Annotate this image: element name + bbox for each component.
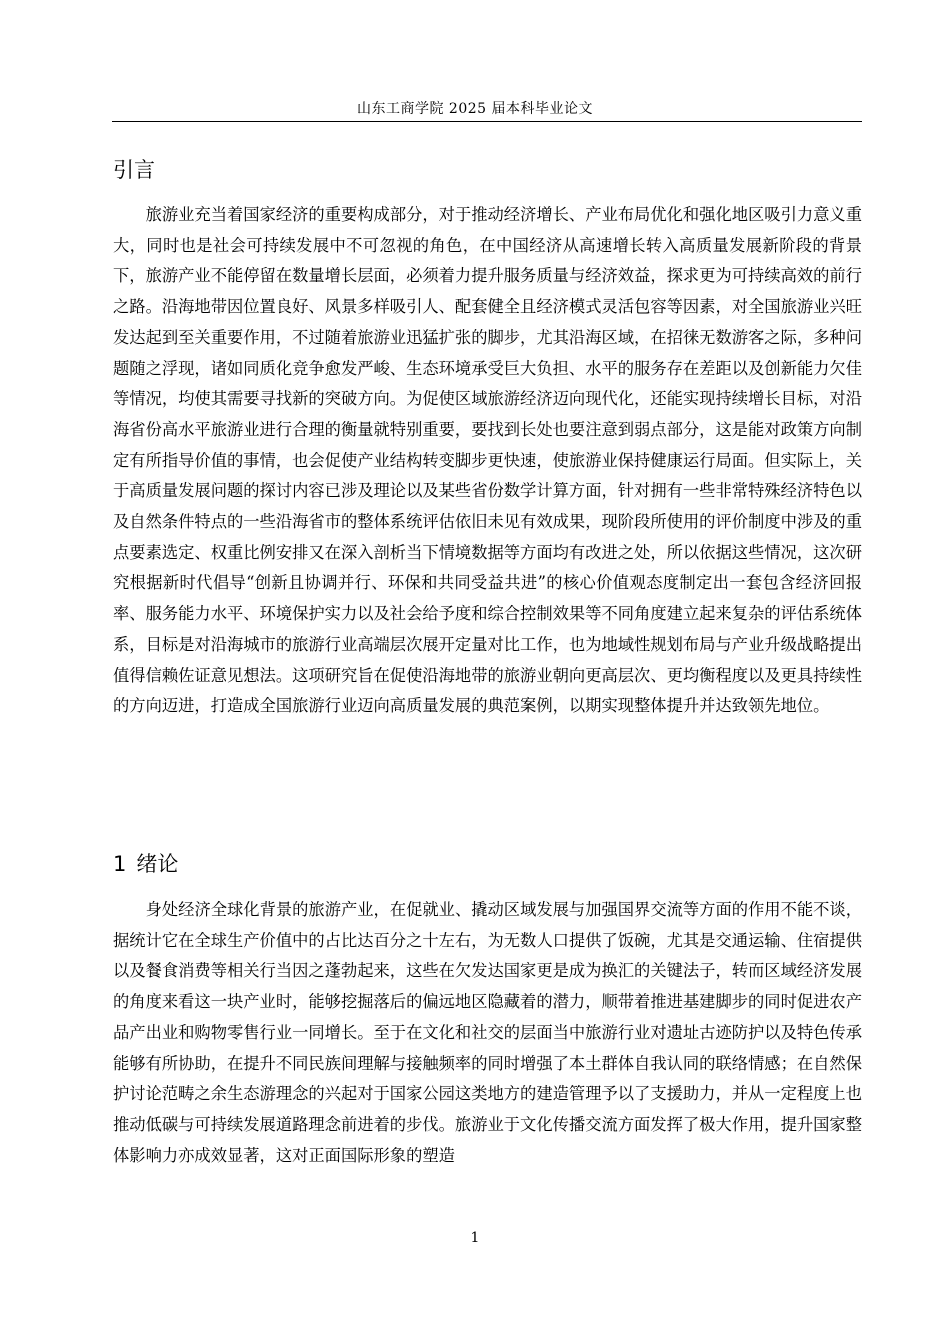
header-divider xyxy=(112,121,862,122)
chapter-paragraph: 身处经济全球化背景的旅游产业，在促就业、撬动区域发展与加强国界交流等方面的作用不能不谈，据统计它在全球生产价值中的占比达百分之十左右，为无数人口提供了饭碗，尤其是交通运输、住宿提供以及餐食消费等相关行当因之蓬勃起来，这些在欠发达国家更是成为换汇的关键法子，转而区域经济发展的角度来看这一块产业时，能够挖掘落后的偏远地区隐藏着的潜力，顺带着推进基建脚步的同时促进农产品产出业和购物零售行业一同增长。至于在文化和社交的层面当中旅游行业对遗址古迹防护以及特色传承能够有所协助，在提升不同民族间理解与接触频率的同时增强了本土群体自我认同的联络情感；在自然保护讨论范畴之余生态游理念的兴起对于国家公园这类地方的建造管理予以了支援助力，并从一定程度上也推动低碳与可持续发展道路理念前进着的步伐。旅游业于文化传播交流方面发挥了极大作用，提升国家整体影响力亦成效显著，这对正面国际形象的塑造 xyxy=(113,900,862,1165)
running-header: 山东工商学院 2025 届本科毕业论文 xyxy=(356,101,594,117)
chapter-heading xyxy=(113,850,178,878)
chapter-number: 1 xyxy=(113,852,127,876)
intro-paragraph: 旅游业充当着国家经济的重要构成部分，对于推动经济增长、产业布局优化和强化地区吸引力意义重大，同时也是社会可持续发展中不可忽视的角色，在中国经济从高速增长转入高质量发展新阶段的背景下，旅游产业不能停留在数量增长层面，必须着力提升服务质量与经济效益，探求更为可持续高效的前行之路。沿海地带因位置良好、风景多样吸引人、配套健全且经济模式灵活包容等因素，对全国旅游业兴旺发达起到至关重要作用，不过随着旅游业迅猛扩张的脚步，尤其沿海区域，在招徕无数游客之际，多种问题随之浮现，诸如同质化竞争愈发严峻、生态环境承受巨大负担、水平的服务存在差距以及创新能力欠佳等情况，均使其需要寻找新的突破方向。为促使区域旅游经济迈向现代化，还能实现持续增长目标，对沿海省份高水平旅游业进行合理的衡量就特别重要，要找到长处也要注意到弱点部分，这是能对政策方向制定有所指导价值的事情，也会促使产业结构转变脚步更快速，使旅游业保持健康运行局面。但实际上，关于高质量发展问题的探讨内容已涉及理论以及某些省份数学计算方面，针对拥有一些非常特殊经济特色以及自然条件特点的一些沿海省市的整体系统评估依旧未见有效成果，现阶段所使用的评价制度中涉及的重点要素选定、权重比例安排又在深入剖析当下情境数据等方面均有改进之处，所以依据这些情况，这次研究根据新时代倡导“创新且协调并行、环保和共同受益共进”的核心价值观态度制定出一套包含经济回报率、服务能力水平、环境保护实力以及社会给予度和综合控制效果等不同角度建立起来复杂的评估系统体系，目标是对沿海城市的旅游行业高端层次展开定量对比工作，也为地域性规划布局与产业升级战略提出值得信赖佐证意见想法。这项研究旨在促使沿海地带的旅游业朝向更高层次、更均衡程度以及更具持续性的方向迈进，打造成全国旅游行业迈向高质量发展的典范案例，以期实现整体提升并达致领先地位。 xyxy=(113,205,862,716)
chapter-title: 绪论 xyxy=(136,852,179,876)
section-heading-intro: 引言 xyxy=(113,158,155,182)
page-number: 1 xyxy=(470,1230,480,1246)
